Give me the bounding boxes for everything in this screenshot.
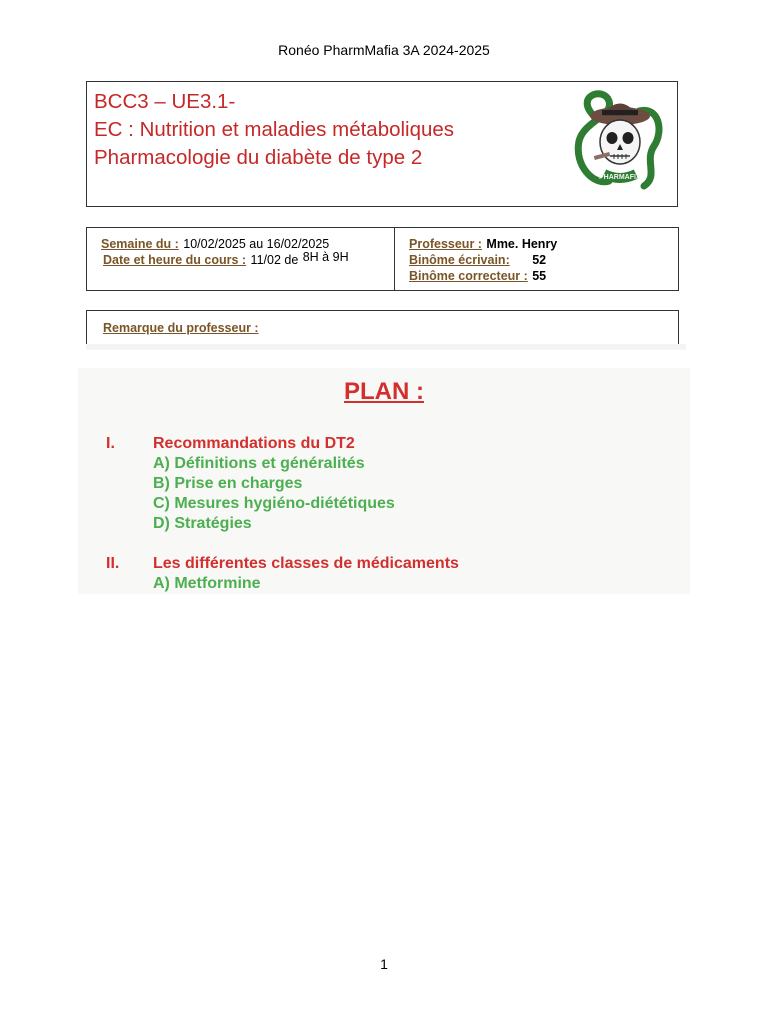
page-number: 1 xyxy=(380,956,388,972)
plan-subitem: C) Mesures hygiéno-diététiques xyxy=(153,495,395,512)
logo-caption: PHARMAFIA xyxy=(599,174,641,181)
plan-subitem: B) Prise en charges xyxy=(153,475,303,492)
plan-subitem: A) Metformine xyxy=(153,575,261,592)
page-header: Ronéo PharmMafia 3A 2024-2025 xyxy=(278,42,490,58)
week-label: Semaine du : xyxy=(101,237,179,251)
course-info-box xyxy=(86,227,679,291)
remark-box-edge xyxy=(86,344,686,350)
writer-value: 52 xyxy=(532,253,547,267)
writer-label: Binôme écrivain: xyxy=(409,253,510,267)
section-numeral: II. xyxy=(106,555,120,572)
date-hours: 8H à 9H xyxy=(302,250,349,264)
plan-subitem: A) Définitions et généralités xyxy=(153,455,365,472)
date-value: 11/02 de xyxy=(250,253,299,267)
professor-value: Mme. Henry xyxy=(486,237,558,251)
corrector-row xyxy=(409,267,546,285)
skull-snake-logo-icon xyxy=(564,86,674,196)
title-line-2: EC : Nutrition et maladies métaboliques xyxy=(94,118,455,141)
corrector-label: Binôme correcteur : xyxy=(409,269,528,283)
remark-box xyxy=(86,310,679,348)
info-divider xyxy=(394,228,395,290)
professor-label: Professeur : xyxy=(409,237,482,251)
date-label: Date et heure du cours : xyxy=(103,253,247,267)
title-line-1: BCC3 – UE3.1- xyxy=(94,90,236,113)
remark-label: Remarque du professeur : xyxy=(103,321,259,335)
week-value: 10/02/2025 au 16/02/2025 xyxy=(183,237,330,251)
title-line-3: Pharmacologie du diabète de type 2 xyxy=(94,146,423,169)
section-numeral: I. xyxy=(106,435,115,452)
section-title: Les différentes classes de médicaments xyxy=(153,555,459,572)
plan-subitem: D) Stratégies xyxy=(153,515,252,532)
corrector-value: 55 xyxy=(532,269,547,283)
section-title: Recommandations du DT2 xyxy=(153,435,355,452)
date-row xyxy=(103,251,349,269)
plan-title: PLAN : xyxy=(344,378,424,405)
